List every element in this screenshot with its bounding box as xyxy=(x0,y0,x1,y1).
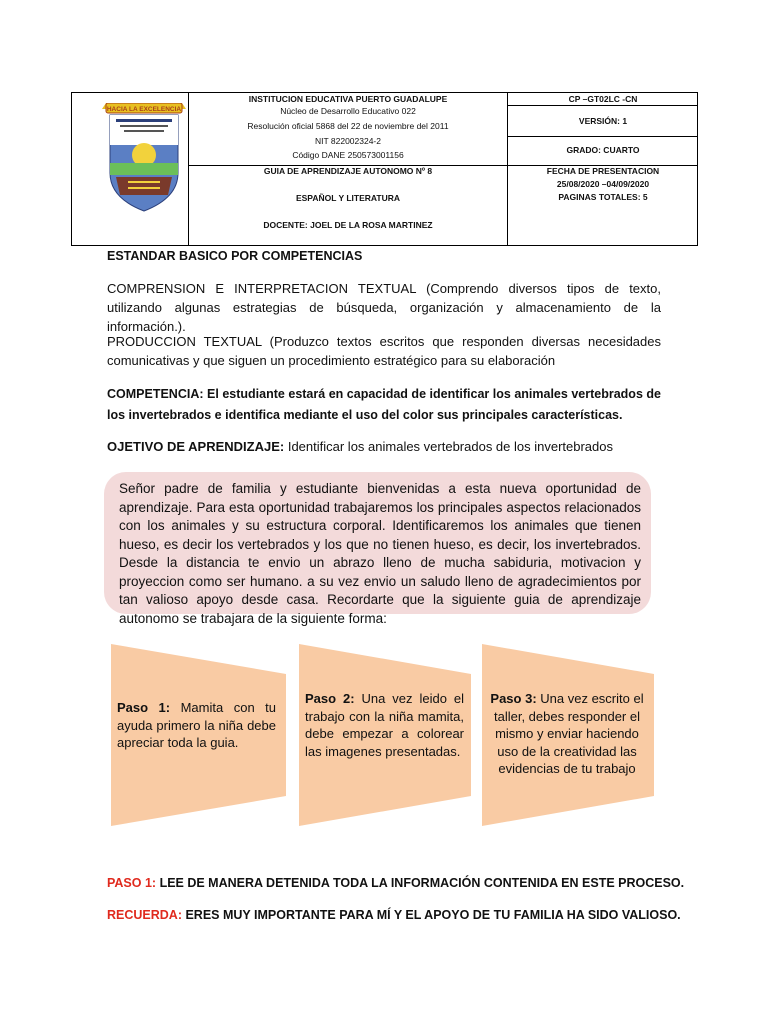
resolution-line: Resolución oficial 5868 del 22 de noviembre del 2011 xyxy=(247,121,449,131)
step-3-text xyxy=(487,690,647,778)
paso-1-label: PASO 1: xyxy=(107,876,157,890)
step-1-label: Paso 1: xyxy=(117,700,171,715)
document-code: CP –GT02LC -CN xyxy=(568,94,638,104)
objetivo-line xyxy=(107,437,661,456)
welcome-message: Señor padre de familia y estudiante bienvenidas a esta nueva oportunidad de aprendizaje. Para esta oportunidad trabajaremos los principales aspectos relacionados con los animales y su estructura corporal. Identificaremos los animales que tienen hueso, es decir los vertebrados y los que no tienen hueso, es decir, los invertebrados. Desde la distancia te envio un abrazo lleno de mucha sabiduria, motivacion y proyeccion como ser humano. a su vez envio un saludo lleno de agradecimientos por tan valioso apoyo desde casa. Recordarte que la siguiente guia de aprendizaje autonomo se trabajara de la siguiente forma: xyxy=(119,481,641,626)
document-header-table xyxy=(71,92,698,246)
guide-title: GUIA DE APRENDIZAJE AUTONOMO Nº 8 xyxy=(263,166,433,176)
produccion-paragraph: PRODUCCION TEXTUAL (Produzco textos escritos que responden diversas necesidades comunicativas y que siguen un procedimiento estratégico para su elaboración xyxy=(107,334,661,368)
step-3-body: Una vez escrito el taller, debes responder el mismo y enviar haciendo uso de la creatividad las evidencias de tu trabajo xyxy=(494,691,644,776)
welcome-message-box xyxy=(104,472,651,626)
school-crest-logo xyxy=(102,103,186,213)
date-range: 25/08/2020 –04/09/2020 xyxy=(556,179,650,189)
objetivo-label: OJETIVO DE APRENDIZAJE: xyxy=(107,439,285,454)
nucleus-line: Núcleo de Desarrollo Educativo 022 xyxy=(280,106,416,116)
grade-label: GRADO: CUARTO xyxy=(566,145,640,155)
dane-line: Código DANE 250573001156 xyxy=(292,150,404,160)
paso-1-instruction xyxy=(107,876,684,890)
step-1-text xyxy=(117,699,276,752)
recuerda-note xyxy=(107,908,681,922)
step-1-body: Mamita con tu ayuda primero la niña debe apreciar toda la guia. xyxy=(117,700,276,750)
standard-title: ESTANDAR BASICO POR COMPETENCIAS xyxy=(107,249,363,263)
date-label: FECHA DE PRESENTACION xyxy=(546,166,660,176)
step-3-label: Paso 3: xyxy=(490,691,537,706)
competencia-paragraph: COMPETENCIA: El estudiante estará en capacidad de identificar los animales vertebrados de los invertebrados e identifica mediante el uso del color sus principales características. xyxy=(107,387,661,422)
comprension-paragraph: COMPRENSION E INTERPRETACION TEXTUAL (Comprendo diversos tipos de texto, utilizando algunas estrategias de búsqueda, organización y almacenamiento de la información.). xyxy=(107,281,661,334)
paso-1-text: LEE DE MANERA DETENIDA TODA LA INFORMACIÓN CONTENIDA EN ESTE PROCESO. xyxy=(156,876,685,890)
step-2-body: Una vez leido el trabajo con la niña mamita, debe empezar a colorear las imagenes presentadas. xyxy=(305,691,464,759)
nit-line: NIT 822002324-2 xyxy=(314,136,381,146)
recuerda-label: RECUERDA: xyxy=(107,908,182,922)
step-2-text xyxy=(305,690,464,760)
teacher-name: DOCENTE: JOEL DE LA ROSA MARTINEZ xyxy=(263,220,433,230)
pages-total: PAGINAS TOTALES: 5 xyxy=(558,192,648,202)
step-2-label: Paso 2: xyxy=(305,691,355,706)
subject-title: ESPAÑOL Y LITERATURA xyxy=(295,193,401,203)
recuerda-text: ERES MUY IMPORTANTE PARA MÍ Y EL APOYO DE TU FAMILIA HA SIDO VALIOSO. xyxy=(182,908,681,922)
logo-motto: HACIA LA EXCELENCIA xyxy=(106,106,182,113)
institution-name: INSTITUCION EDUCATIVA PUERTO GUADALUPE xyxy=(248,94,448,104)
version-label: VERSIÓN: 1 xyxy=(578,116,628,126)
objetivo-text: Identificar los animales vertebrados de los invertebrados xyxy=(284,439,614,454)
